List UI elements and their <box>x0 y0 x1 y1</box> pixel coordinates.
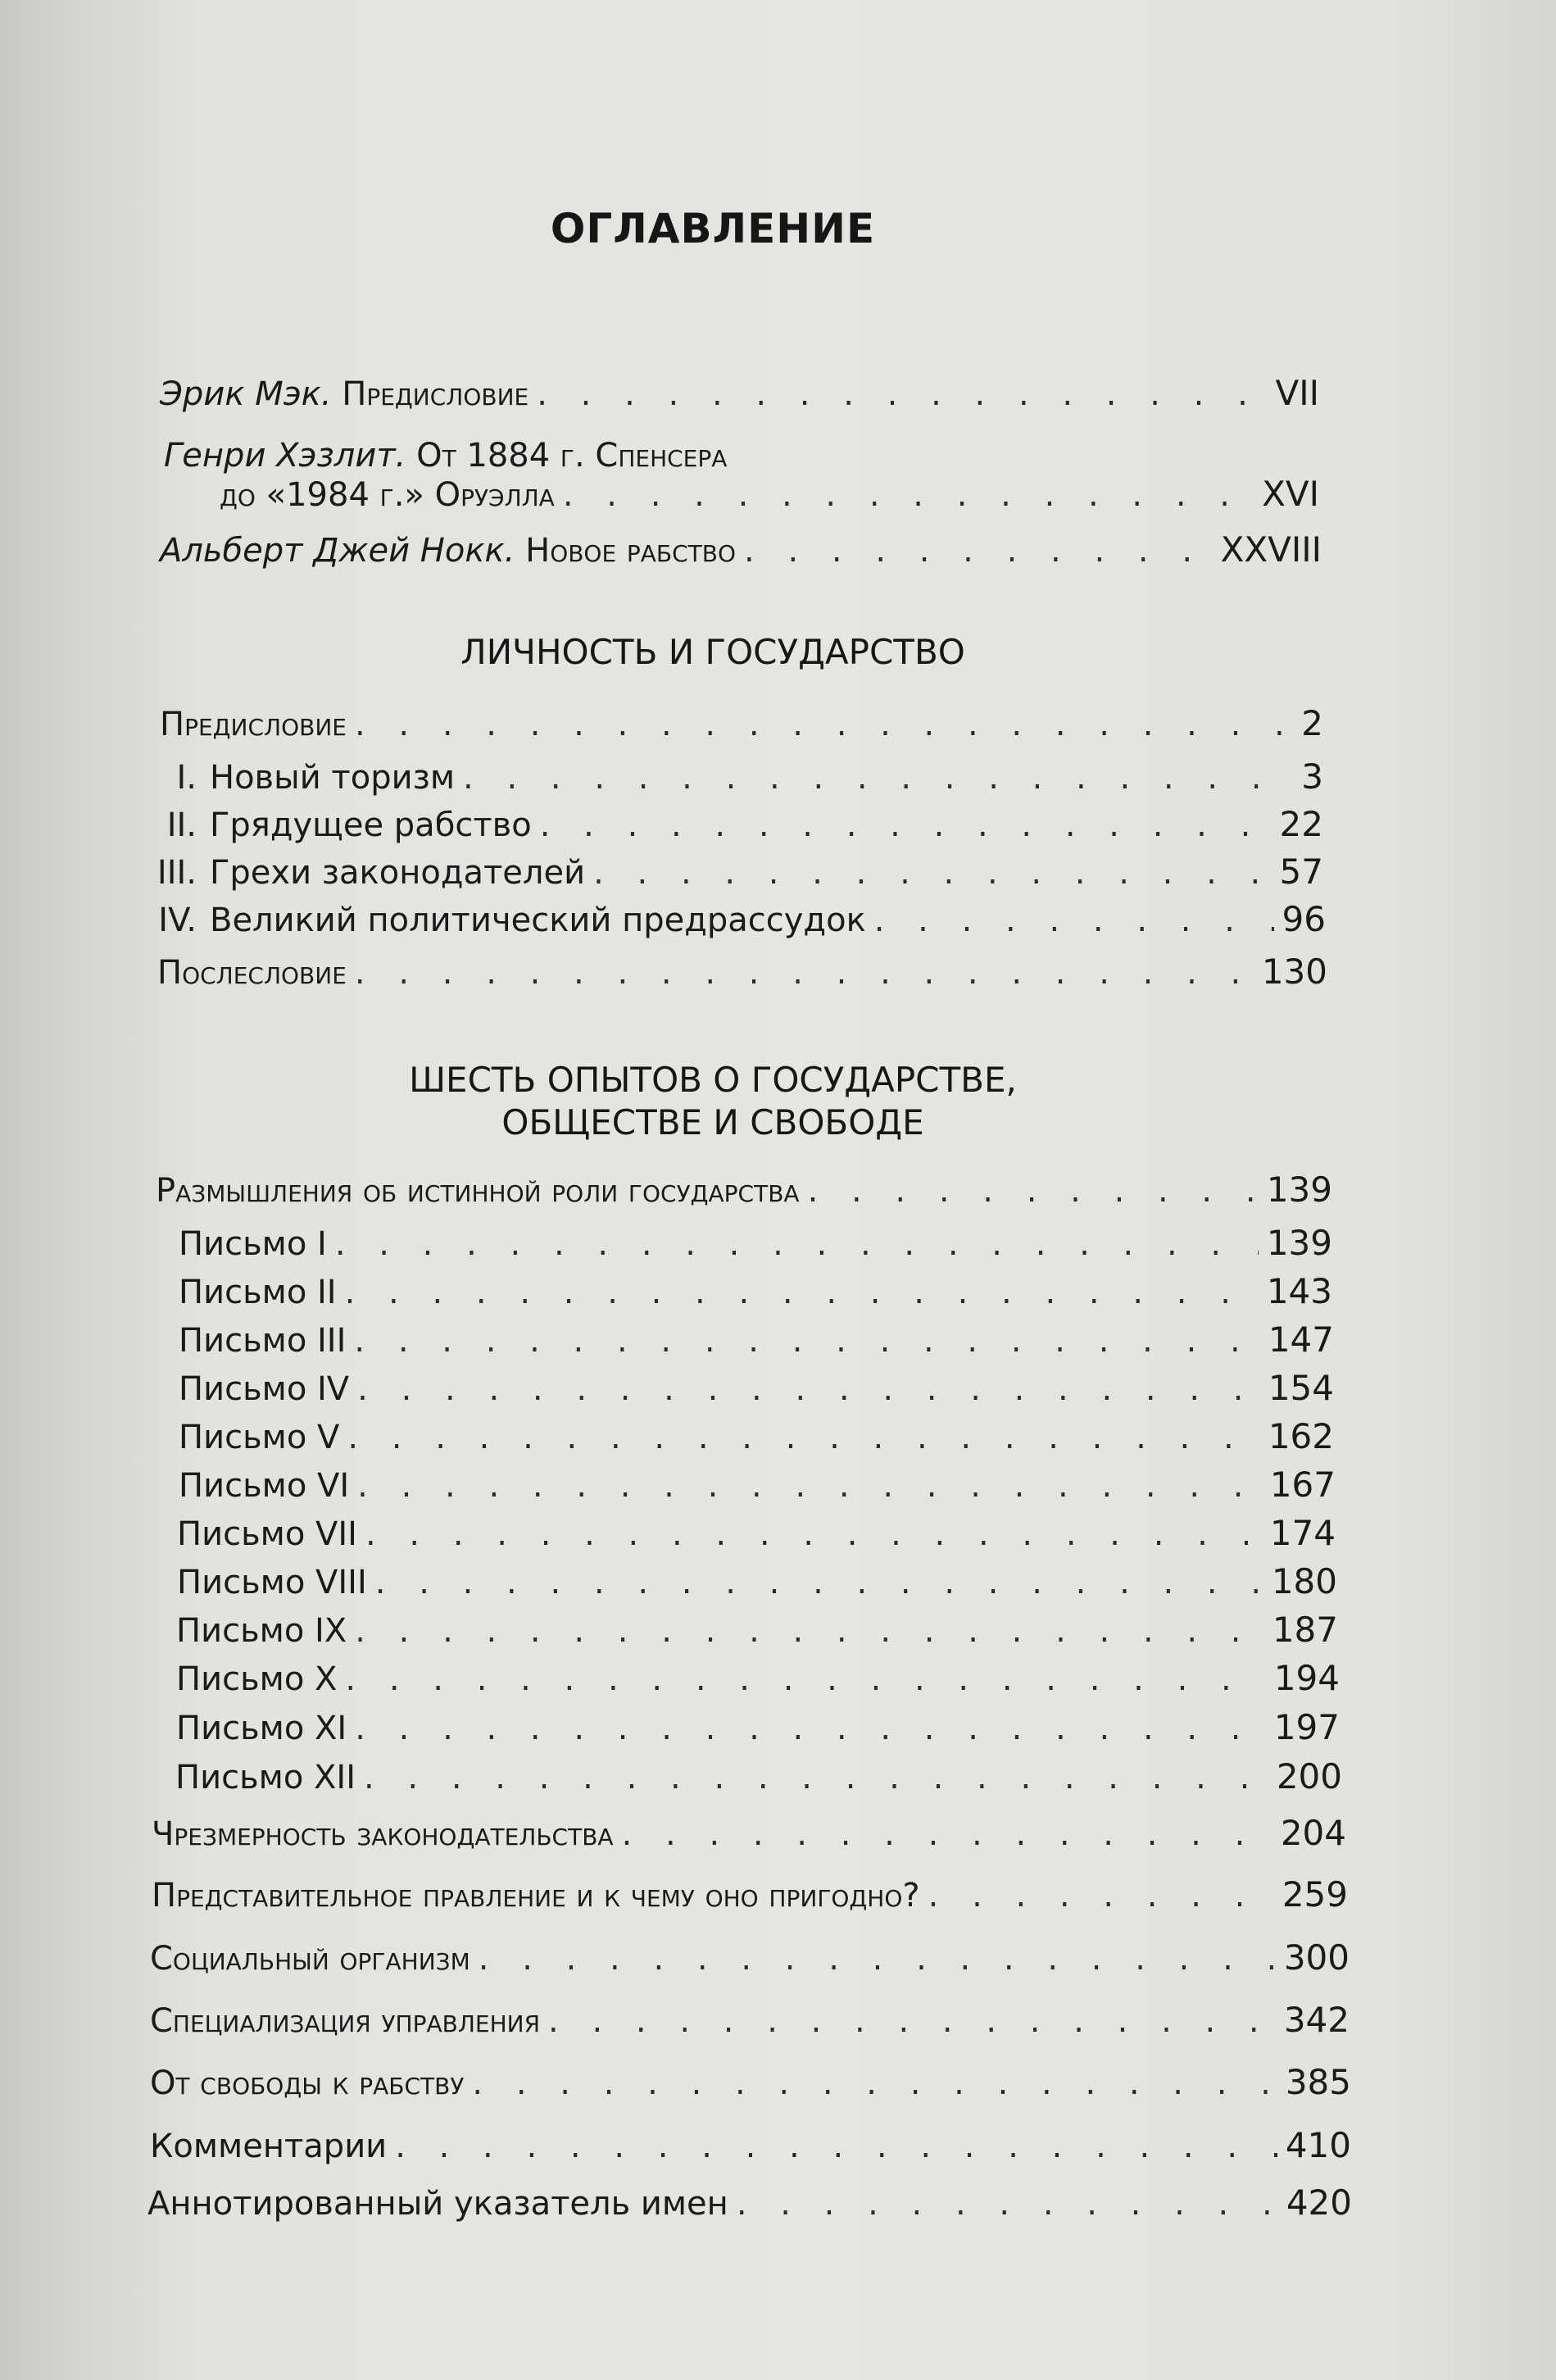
entry-page: 410 <box>1285 2125 1351 2165</box>
entry-author: Генри Хэзлит. <box>164 437 406 475</box>
chapter-number: IV. <box>158 902 197 939</box>
toc-entry-hazlitt-line2 <box>220 471 1319 518</box>
toc-entry-specialized-administration <box>150 1997 1350 2044</box>
dot-leader <box>355 950 1254 996</box>
toc-entry-letter-10 <box>176 1656 1340 1702</box>
entry-title: Письмо I <box>179 1225 327 1263</box>
toc-entry-social-organism <box>150 1935 1350 1982</box>
entry-title: Представительное правление и к чему оно пригодно? <box>152 1877 920 1914</box>
entry-page: 139 <box>1266 1223 1332 1263</box>
entry-page: 162 <box>1268 1416 1334 1456</box>
entry-author: Эрик Мэк. <box>160 375 332 413</box>
dot-leader <box>537 371 1267 417</box>
toc-entry-chapter-2 <box>123 802 1323 848</box>
entry-page: 187 <box>1272 1610 1338 1650</box>
entry-page: 139 <box>1266 1170 1332 1210</box>
entry-page: 300 <box>1283 1937 1350 1978</box>
dot-leader <box>347 1415 1259 1460</box>
entry-page: 167 <box>1269 1465 1336 1505</box>
entry-page: 147 <box>1268 1319 1334 1360</box>
dot-leader <box>593 850 1271 896</box>
toc-entry-letter-3 <box>179 1317 1334 1364</box>
entry-page: 143 <box>1266 1271 1332 1311</box>
entry-title: Письмо VIII <box>177 1564 367 1601</box>
toc-entry-preface <box>160 701 1323 747</box>
toc-entry-reflections <box>156 1167 1332 1214</box>
toc-entry-over-legislation <box>152 1810 1346 1857</box>
toc-entry-letter-6 <box>179 1462 1336 1509</box>
dot-leader <box>357 1463 1262 1509</box>
entry-title: Грядущее рабство <box>210 806 532 844</box>
toc-entry-representative-government <box>152 1872 1348 1919</box>
entry-page: 130 <box>1261 952 1327 992</box>
toc-entry-letter-11 <box>176 1705 1340 1751</box>
toc-entry-commentary <box>150 2123 1351 2169</box>
entry-page: 420 <box>1286 2182 1352 2223</box>
entry-title-line2: до «1984 г.» Оруэлла <box>220 476 555 514</box>
entry-title: Чрезмерность законодательства <box>152 1815 614 1853</box>
toc-entry-letter-8 <box>177 1559 1337 1606</box>
entry-page: XXVIII <box>1220 529 1322 570</box>
toc-entry-chapter-4 <box>123 897 1326 943</box>
toc-entry-letter-2 <box>179 1269 1332 1315</box>
entry-title: Письмо VII <box>177 1515 357 1553</box>
entry-page: XVI <box>1262 474 1319 514</box>
toc-entry-letter-9 <box>176 1607 1338 1654</box>
toc-entry-mack-preface <box>160 370 1319 417</box>
entry-title: Специализация управления <box>150 2002 541 2040</box>
section-heading-man-vs-state: ЛИЧНОСТЬ И ГОСУДАРСТВО <box>460 632 965 672</box>
page-title: ОГЛАВЛЕНИЕ <box>550 205 876 252</box>
entry-author: Альберт Джей Нокк. <box>160 532 515 570</box>
entry-title: Письмо IX <box>176 1612 347 1650</box>
entry-page: 204 <box>1280 1813 1346 1853</box>
entry-page: 174 <box>1269 1513 1336 1553</box>
dot-leader <box>395 2123 1277 2169</box>
toc-entry-letter-7 <box>177 1510 1336 1557</box>
entry-page: 200 <box>1276 1756 1342 1796</box>
entry-page: 154 <box>1268 1368 1334 1408</box>
entry-title: Социальный организм <box>150 1940 470 1978</box>
dot-leader <box>355 1608 1264 1654</box>
entry-title: Письмо X <box>176 1660 338 1698</box>
entry-page: 3 <box>1301 756 1323 797</box>
entry-title: Комментарии <box>150 2128 388 2165</box>
entry-page: VII <box>1275 373 1319 413</box>
entry-page: 22 <box>1279 804 1323 844</box>
dot-leader <box>354 1318 1259 1364</box>
toc-entry-letter-5 <box>179 1414 1334 1460</box>
entry-title: Предисловие <box>160 706 347 743</box>
dot-leader <box>479 1936 1276 1982</box>
toc-entry-chapter-1 <box>123 754 1323 801</box>
dot-leader <box>364 1755 1268 1801</box>
entry-title: Предисловие <box>342 375 529 413</box>
entry-page: 197 <box>1273 1707 1340 1747</box>
entry-title: Письмо III <box>179 1322 347 1360</box>
dot-leader <box>622 1811 1272 1857</box>
dot-leader <box>563 472 1254 518</box>
dot-leader <box>345 1656 1265 1702</box>
entry-page: 385 <box>1285 2062 1351 2102</box>
entry-title: Письмо XI <box>176 1710 347 1747</box>
entry-title: Великий политический предрассудок <box>210 902 866 939</box>
dot-leader <box>365 1511 1262 1557</box>
entry-page: 194 <box>1273 1658 1340 1698</box>
section-heading-six-essays-line1: ШЕСТЬ ОПЫТОВ О ГОСУДАРСТВЕ, <box>409 1060 1017 1100</box>
toc-entry-afterword <box>157 949 1327 996</box>
dot-leader <box>375 1560 1263 1606</box>
entry-title: Письмо IV <box>179 1370 350 1408</box>
toc-entry-letter-1 <box>179 1220 1332 1267</box>
dot-leader <box>472 2060 1277 2106</box>
dot-leader <box>540 802 1272 848</box>
dot-leader <box>737 2181 1278 2227</box>
toc-entry-letter-12 <box>175 1754 1342 1801</box>
entry-title: Послесловие <box>157 954 347 992</box>
entry-title: Письмо VI <box>179 1467 350 1505</box>
entry-title: Письмо V <box>179 1419 340 1456</box>
dot-leader <box>548 1998 1276 2044</box>
entry-page: 180 <box>1271 1561 1337 1601</box>
entry-title: От свободы к рабству <box>150 2064 465 2102</box>
entry-page: 2 <box>1301 703 1323 743</box>
toc-entry-chapter-3 <box>123 849 1323 896</box>
section-heading-six-essays-line2: ОБЩЕСТВЕ И СВОБОДЕ <box>501 1102 924 1142</box>
dot-leader <box>335 1221 1259 1267</box>
dot-leader <box>808 1168 1259 1214</box>
dot-leader <box>345 1269 1259 1315</box>
dot-leader <box>928 1873 1274 1919</box>
toc-entry-name-index <box>147 2180 1352 2227</box>
entry-title: Аннотированный указатель имен <box>147 2185 728 2223</box>
entry-page: 342 <box>1283 2000 1350 2040</box>
dot-leader <box>357 1366 1260 1412</box>
entry-page: 259 <box>1282 1874 1348 1914</box>
chapter-number: I. <box>176 759 197 797</box>
toc-entry-nock-new-slavery <box>160 527 1322 574</box>
entry-title-line1: От 1884 г. Спенсера <box>416 437 728 475</box>
dot-leader <box>355 702 1293 747</box>
dot-leader <box>874 897 1274 943</box>
dot-leader <box>463 755 1293 801</box>
entry-page: 96 <box>1282 899 1326 939</box>
entry-page: 57 <box>1279 852 1323 892</box>
dot-leader <box>355 1706 1266 1751</box>
chapter-number: II. <box>166 806 197 844</box>
dot-leader <box>744 528 1213 574</box>
entry-title: Новый торизм <box>210 759 456 797</box>
entry-title: Новое рабство <box>525 532 737 570</box>
chapter-number: III. <box>157 854 197 892</box>
entry-title: Письмо II <box>179 1274 337 1311</box>
entry-title: Грехи законодателей <box>210 854 586 892</box>
toc-entry-letter-4 <box>179 1365 1334 1412</box>
entry-title: Письмо XII <box>175 1759 356 1796</box>
entry-title: Размышления об истинной роли государства <box>156 1172 800 1210</box>
toc-entry-from-freedom-to-bondage <box>150 2060 1351 2106</box>
